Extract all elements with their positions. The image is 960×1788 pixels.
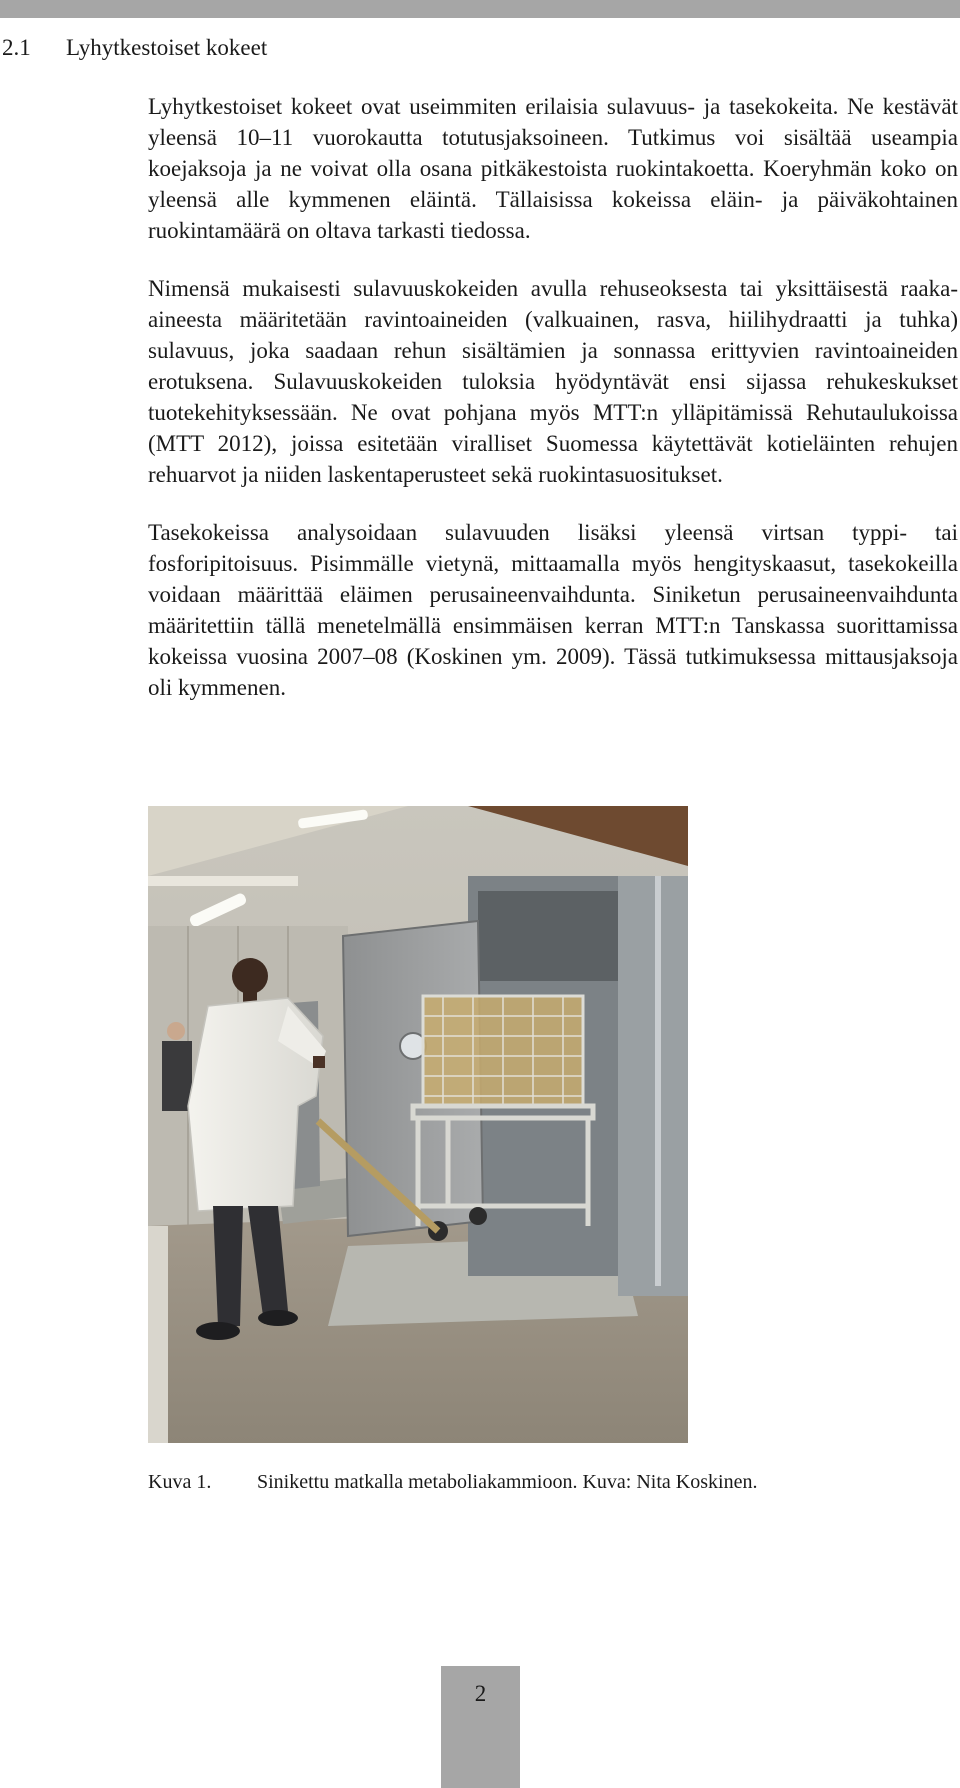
paragraph: Tasekokeissa analysoidaan sulavuuden lisäksi yleensä virtsan typpi- tai fosforipitoisuus. Pisimmälle vietynä, mittaamalla myös hengityskaasut, tasekokeilla voidaan määrittää eläimen perusaineenvaihdunta. Siniketun perusaineenvaihdunta määritettiin tällä menetelmällä ensimmäisen kerran MTT:n Tanskassa suorittamissa kokeissa vuosina 2007–08 (Koskinen ym. 2009). Tässä tutkimuksessa mittausjaksoja oli kymmenen. (148, 520, 958, 700)
paragraph: Nimensä mukaisesti sulavuuskokeiden avulla rehuseoksesta tai yksittäisestä raaka-aineesta määritetään ravintoaineiden (valkuainen, rasva, hiilihydraatti ja tuhka) sulavuus, joka saadaan rehun sisältämien ja sonnassa erittyvien ravintoaineiden erotuksena. Sulavuuskokeiden tuloksia hyödyntävät ensi sijassa rehukeskukset tuotekehityksessään. Ne ovat pohjana myös MTT:n ylläpitämissä Rehutaulukoissa (MTT 2012), joissa esitetään viralliset Suomessa käytettävät kotieläinten rehujen rehuarvot ja niiden laskentaperusteet sekä ruokintasuositukset. (148, 276, 958, 487)
figure-photo (148, 806, 688, 1443)
section-title: Lyhytkestoiset kokeet (66, 35, 268, 60)
figure-caption-text: Sinikettu matkalla metaboliakammioon. Kuva: Nita Koskinen. (257, 1471, 758, 1493)
figure-caption (148, 1469, 757, 1495)
body-text (148, 91, 958, 730)
section-heading (2, 34, 267, 62)
figure-label: Kuva 1. (148, 1471, 212, 1493)
page-number: 2 (474, 1681, 487, 1706)
header-bar (0, 0, 960, 18)
section-number: 2.1 (2, 35, 31, 60)
paragraph: Lyhytkestoiset kokeet ovat useimmiten erilaisia sulavuus- ja tasekokeita. Ne kestävät yleensä 10–11 vuorokautta totutusjaksoineen. Tutkimus voi sisältää useampia koejaksoja ja ne voivat olla osana pitkäkestoista ruokintakoetta. Koeryhmän koko on yleensä alle kymmenen eläintä. Tällaisissa kokeissa eläin- ja päiväkohtainen ruokintamäärä on oltava tarkasti tiedossa. (148, 94, 958, 243)
page-number-box (441, 1666, 520, 1788)
